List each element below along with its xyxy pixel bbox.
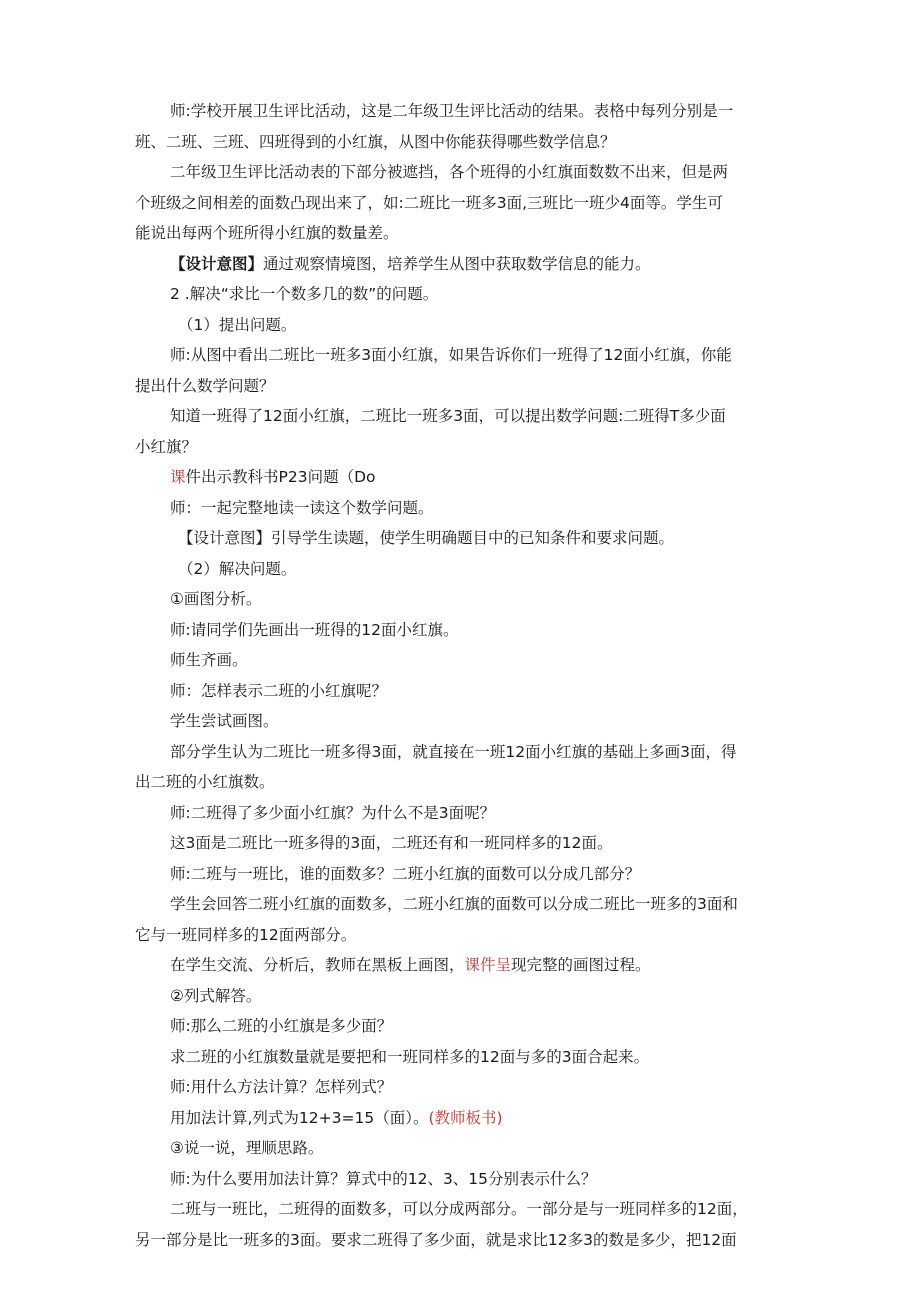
highlight-text: 课件呈 bbox=[464, 956, 512, 974]
highlight-text: (教师板书) bbox=[428, 1108, 503, 1127]
paragraph-line: 它与一班同样多的12面两部分。 bbox=[135, 925, 357, 944]
step-heading: ②列式解答。 bbox=[170, 986, 262, 1005]
paragraph-line: 师生齐画。 bbox=[170, 651, 248, 669]
paragraph-line: 另一部分是比一班多的3面。要求二班得了多少面，就是求比12多3的数是多少，把12面 bbox=[135, 1230, 737, 1249]
paragraph-line bbox=[135, 1103, 790, 1134]
paragraph-line: 知道一班得了12面小红旗，二班比一班多3面，可以提出数学问题:二班得T多少面 bbox=[170, 407, 726, 425]
paragraph-line: 小红旗？ bbox=[135, 437, 198, 456]
paragraph-line: 师:二班与一班比，谁的面数多？二班小红旗的面数可以分成几部分？ bbox=[170, 864, 641, 883]
paragraph-line: 部分学生认为二班比一班多得3面，就直接在一班12面小红旗的基础上多画3面，得 bbox=[170, 742, 737, 761]
paragraph-line: 求二班的小红旗数量就是要把和一班同样多的12面与多的3面合起来。 bbox=[170, 1047, 650, 1066]
paragraph-line: 能说出每两个班所得小红旗的数量差。 bbox=[135, 224, 399, 242]
paragraph-line bbox=[135, 950, 790, 981]
paragraph-line: 师:学校开展卫生评比活动，这是二年级卫生评比活动的结果。表格中每列分别是一 bbox=[170, 102, 734, 120]
paragraph-line: 师:那么二班的小红旗是多少面？ bbox=[170, 1017, 393, 1035]
paragraph-line: 师:为什么要用加法计算？算式中的12、3、15分别表示什么？ bbox=[170, 1169, 597, 1188]
design-intent-line bbox=[135, 249, 790, 280]
design-intent-line: 【设计意图】引导学生读题，使学生明确题目中的已知条件和要求问题。 bbox=[178, 529, 675, 547]
paragraph-line: 师:请同学们先画出一班得的12面小红旗。 bbox=[170, 620, 459, 639]
paragraph-line: 二班与一班比，二班得的面数多，可以分成两部分。一部分是与一班同样多的12面， bbox=[170, 1200, 748, 1218]
paragraph-line: 师:从图中看出二班比一班多3面小红旗，如果告诉你们一班得了12面小红旗，你能 bbox=[170, 346, 732, 364]
step-heading: ③说一说，理顺思路。 bbox=[170, 1139, 324, 1157]
paragraph-text: 用加法计算,列式为12+3=15（面）。 bbox=[170, 1108, 429, 1127]
document-page bbox=[135, 96, 790, 1255]
paragraph-text: 现完整的画图过程。 bbox=[511, 956, 651, 974]
paragraph-line: 这3面是二班比一班多得的3面，二班还有和一班同样多的12面。 bbox=[170, 834, 613, 852]
step-heading: ①画图分析。 bbox=[170, 590, 262, 608]
paragraph-line bbox=[135, 462, 790, 493]
paragraph-line: 师:用什么方法计算？怎样列式？ bbox=[170, 1078, 393, 1096]
paragraph-text: 在学生交流、分析后，教师在黑板上画图， bbox=[170, 956, 465, 974]
paragraph-line: 出二班的小红旗数。 bbox=[135, 773, 275, 791]
paragraph-line: 师：一起完整地读一读这个数学问题。 bbox=[170, 498, 434, 517]
paragraph-line: 师：怎样表示二班的小红旗呢？ bbox=[170, 681, 388, 700]
paragraph-line: 学生会回答二班小红旗的面数多，二班小红旗的面数可以分成二班比一班多的3面和 bbox=[170, 895, 738, 913]
paragraph-line: 学生尝试画图。 bbox=[170, 712, 279, 730]
design-intent-label: 【设计意图】 bbox=[170, 254, 264, 273]
highlight-text: 课 bbox=[170, 468, 186, 486]
section-heading: 2 .解决“求比一个数多几的数”的问题。 bbox=[170, 285, 439, 303]
subsection-heading: （2）解决问题。 bbox=[178, 559, 297, 578]
subsection-heading: （1）提出问题。 bbox=[178, 315, 297, 334]
paragraph-line: 二年级卫生评比活动表的下部分被遮挡，各个班得的小红旗面数数不出来，但是两 bbox=[170, 163, 729, 181]
paragraph-line: 个班级之间相差的面数凸现出来了，如:二班比一班多3面,三班比一班少4面等。学生可 bbox=[135, 193, 723, 212]
design-intent-text: 通过观察情境图，培养学生从图中获取数学信息的能力。 bbox=[263, 254, 651, 273]
paragraph-line: 班、二班、三班、四班得到的小红旗，从图中你能获得哪些数学信息？ bbox=[135, 132, 616, 151]
paragraph-text: 件出示教科书P23问题（Do bbox=[185, 468, 376, 486]
paragraph-line: 师:二班得了多少面小红旗？为什么不是3面呢？ bbox=[170, 803, 496, 822]
paragraph-line: 提出什么数学问题？ bbox=[135, 376, 275, 395]
